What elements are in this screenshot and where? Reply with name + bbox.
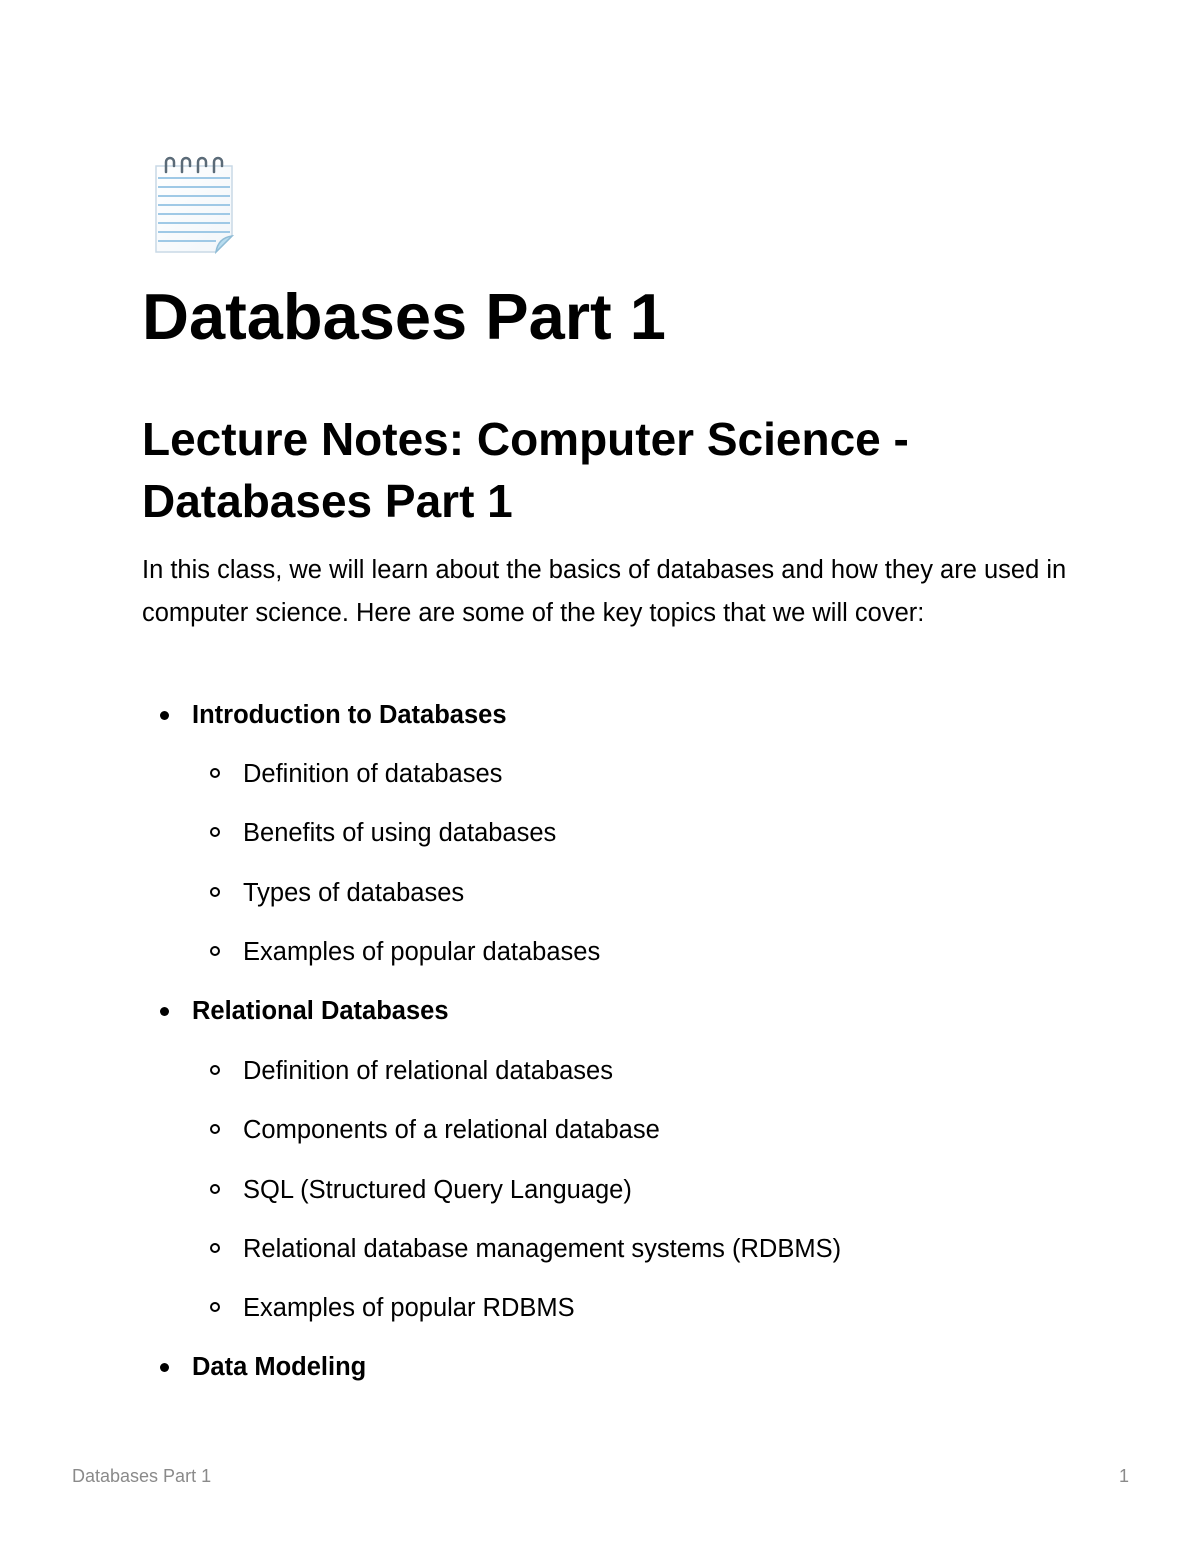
page-title: Databases Part 1	[142, 280, 666, 353]
subtopic-item: Components of a relational database	[243, 1116, 660, 1144]
subtopic-item: Definition of relational databases	[243, 1057, 613, 1085]
sub-bullet-icon	[210, 1124, 220, 1134]
topic-heading: Data Modeling	[192, 1353, 367, 1381]
subtopic-item: Examples of popular databases	[243, 938, 601, 966]
sub-bullet-icon	[210, 1243, 220, 1253]
topic-heading: Relational Databases	[192, 997, 449, 1025]
sub-bullet-icon	[210, 1065, 220, 1075]
sub-bullet-icon	[210, 887, 220, 897]
intro-paragraph: In this class, we will learn about the basics of databases and how they are used in computer science. Here are some of the key topics that we will cover:	[142, 556, 1067, 627]
notepad-icon	[150, 152, 240, 256]
subtopic-item: Definition of databases	[243, 760, 503, 788]
sub-bullet-icon	[210, 1302, 220, 1312]
sub-bullet-icon	[210, 768, 220, 778]
subtopic-item: Types of databases	[243, 879, 465, 907]
bullet-icon	[160, 1007, 169, 1016]
subtopic-item: Relational database management systems (RDBMS)	[243, 1235, 842, 1263]
topic-heading: Introduction to Databases	[192, 701, 507, 729]
subtopic-item: Benefits of using databases	[243, 819, 557, 847]
sub-bullet-icon	[210, 827, 220, 837]
sub-bullet-icon	[210, 1184, 220, 1194]
footer-page-number: 1	[1118, 1466, 1129, 1486]
footer-document-title: Databases Part 1	[72, 1466, 212, 1486]
subtopic-item: Examples of popular RDBMS	[243, 1294, 575, 1322]
bullet-icon	[160, 1363, 169, 1372]
lecture-subtitle: Lecture Notes: Computer Science - Databases Part 1	[142, 413, 909, 527]
sub-bullet-icon	[210, 946, 220, 956]
subtopic-item: SQL (Structured Query Language)	[243, 1176, 632, 1204]
bullet-icon	[160, 711, 169, 720]
